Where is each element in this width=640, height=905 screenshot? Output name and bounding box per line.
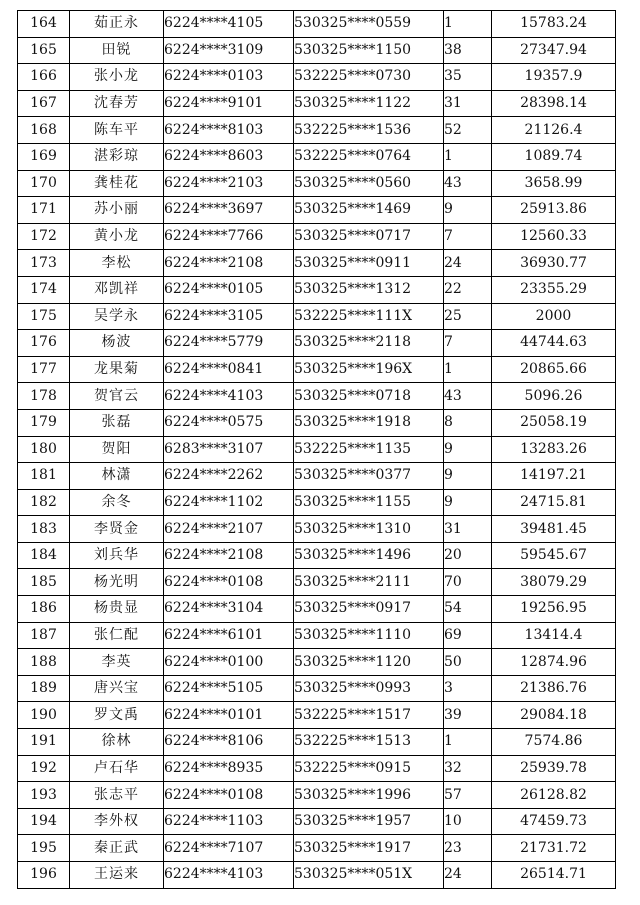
table-row: [18, 383, 616, 410]
name-cell: 贺阳: [70, 436, 164, 463]
name-cell: 秦正武: [70, 835, 164, 862]
bank-card-cell: 6224****2103: [164, 170, 294, 197]
row-number-cell: 167: [18, 90, 70, 117]
name-cell: 李贤金: [70, 516, 164, 543]
row-number-cell: 171: [18, 197, 70, 224]
row-number-cell: 177: [18, 356, 70, 383]
quantity-cell: 25: [444, 303, 492, 330]
row-number-cell: 181: [18, 463, 70, 490]
quantity-cell: 9: [444, 436, 492, 463]
table-row: [18, 303, 616, 330]
quantity-cell: 9: [444, 197, 492, 224]
amount-cell: 21731.72: [492, 835, 616, 862]
id-number-cell: 530325****0917: [294, 596, 444, 623]
row-number-cell: 170: [18, 170, 70, 197]
name-cell: 湛彩琼: [70, 143, 164, 170]
id-number-cell: 530325****0718: [294, 383, 444, 410]
table-row: [18, 90, 616, 117]
table-row: [18, 463, 616, 490]
table-row: [18, 649, 616, 676]
table-row: [18, 782, 616, 809]
name-cell: 李外权: [70, 808, 164, 835]
quantity-cell: 43: [444, 170, 492, 197]
id-number-cell: 530325****1310: [294, 516, 444, 543]
row-number-cell: 166: [18, 64, 70, 91]
bank-card-cell: 6224****0100: [164, 649, 294, 676]
bank-card-cell: 6224****0841: [164, 356, 294, 383]
id-number-cell: 530325****2118: [294, 330, 444, 357]
bank-card-cell: 6224****4103: [164, 383, 294, 410]
bank-card-cell: 6224****6101: [164, 622, 294, 649]
quantity-cell: 70: [444, 569, 492, 596]
amount-cell: 44744.63: [492, 330, 616, 357]
amount-cell: 21386.76: [492, 675, 616, 702]
bank-card-cell: 6224****2108: [164, 542, 294, 569]
id-number-cell: 530325****1110: [294, 622, 444, 649]
quantity-cell: 32: [444, 755, 492, 782]
amount-cell: 2000: [492, 303, 616, 330]
table-row: [18, 276, 616, 303]
quantity-cell: 50: [444, 649, 492, 676]
quantity-cell: 35: [444, 64, 492, 91]
amount-cell: 20865.66: [492, 356, 616, 383]
amount-cell: 21126.4: [492, 117, 616, 144]
amount-cell: 13283.26: [492, 436, 616, 463]
quantity-cell: 43: [444, 383, 492, 410]
quantity-cell: 9: [444, 463, 492, 490]
id-number-cell: 530325****1312: [294, 276, 444, 303]
quantity-cell: 31: [444, 516, 492, 543]
quantity-cell: 24: [444, 250, 492, 277]
table-row: [18, 170, 616, 197]
amount-cell: 12560.33: [492, 223, 616, 250]
quantity-cell: 1: [444, 11, 492, 38]
amount-cell: 19256.95: [492, 596, 616, 623]
table-row: [18, 197, 616, 224]
name-cell: 杨波: [70, 330, 164, 357]
bank-card-cell: 6224****5105: [164, 675, 294, 702]
name-cell: 杨光明: [70, 569, 164, 596]
amount-cell: 29084.18: [492, 702, 616, 729]
amount-cell: 27347.94: [492, 37, 616, 64]
id-number-cell: 532225****1135: [294, 436, 444, 463]
id-number-cell: 530325****1917: [294, 835, 444, 862]
bank-card-cell: 6224****4105: [164, 11, 294, 38]
name-cell: 李松: [70, 250, 164, 277]
table-row: [18, 37, 616, 64]
id-number-cell: 530325****196X: [294, 356, 444, 383]
quantity-cell: 69: [444, 622, 492, 649]
quantity-cell: 57: [444, 782, 492, 809]
id-number-cell: 532225****1517: [294, 702, 444, 729]
amount-cell: 24715.81: [492, 489, 616, 516]
name-cell: 余冬: [70, 489, 164, 516]
row-number-cell: 192: [18, 755, 70, 782]
table-row: [18, 862, 616, 889]
amount-cell: 5096.26: [492, 383, 616, 410]
bank-card-cell: 6224****0108: [164, 782, 294, 809]
amount-cell: 1089.74: [492, 143, 616, 170]
bank-card-cell: 6224****3104: [164, 596, 294, 623]
quantity-cell: 1: [444, 356, 492, 383]
quantity-cell: 54: [444, 596, 492, 623]
name-cell: 田锐: [70, 37, 164, 64]
bank-card-cell: 6224****3697: [164, 197, 294, 224]
id-number-cell: 530325****1122: [294, 90, 444, 117]
roster-table-body: [18, 11, 616, 889]
table-row: [18, 835, 616, 862]
quantity-cell: 24: [444, 862, 492, 889]
name-cell: 龙果菊: [70, 356, 164, 383]
quantity-cell: 39: [444, 702, 492, 729]
table-row: [18, 596, 616, 623]
id-number-cell: 530325****2111: [294, 569, 444, 596]
amount-cell: 12874.96: [492, 649, 616, 676]
row-number-cell: 169: [18, 143, 70, 170]
bank-card-cell: 6224****8103: [164, 117, 294, 144]
row-number-cell: 190: [18, 702, 70, 729]
name-cell: 茹正永: [70, 11, 164, 38]
id-number-cell: 530325****1496: [294, 542, 444, 569]
amount-cell: 39481.45: [492, 516, 616, 543]
bank-card-cell: 6224****0108: [164, 569, 294, 596]
bank-card-cell: 6224****8106: [164, 729, 294, 756]
name-cell: 陈车平: [70, 117, 164, 144]
name-cell: 刘兵华: [70, 542, 164, 569]
amount-cell: 23355.29: [492, 276, 616, 303]
bank-card-cell: 6224****2107: [164, 516, 294, 543]
id-number-cell: 530325****0993: [294, 675, 444, 702]
name-cell: 黄小龙: [70, 223, 164, 250]
name-cell: 张仁配: [70, 622, 164, 649]
row-number-cell: 187: [18, 622, 70, 649]
quantity-cell: 10: [444, 808, 492, 835]
amount-cell: 26514.71: [492, 862, 616, 889]
table-row: [18, 808, 616, 835]
row-number-cell: 172: [18, 223, 70, 250]
id-number-cell: 530325****0377: [294, 463, 444, 490]
table-row: [18, 675, 616, 702]
quantity-cell: 9: [444, 489, 492, 516]
quantity-cell: 31: [444, 90, 492, 117]
bank-card-cell: 6224****0103: [164, 64, 294, 91]
id-number-cell: 530325****0717: [294, 223, 444, 250]
bank-card-cell: 6224****7766: [164, 223, 294, 250]
id-number-cell: 530325****1957: [294, 808, 444, 835]
table-row: [18, 250, 616, 277]
id-number-cell: 530325****1918: [294, 409, 444, 436]
table-row: [18, 223, 616, 250]
amount-cell: 26128.82: [492, 782, 616, 809]
table-row: [18, 755, 616, 782]
quantity-cell: 38: [444, 37, 492, 64]
amount-cell: 25913.86: [492, 197, 616, 224]
quantity-cell: 23: [444, 835, 492, 862]
name-cell: 苏小丽: [70, 197, 164, 224]
id-number-cell: 532225****0764: [294, 143, 444, 170]
bank-card-cell: 6224****7107: [164, 835, 294, 862]
bank-card-cell: 6224****8603: [164, 143, 294, 170]
bank-card-cell: 6224****0575: [164, 409, 294, 436]
id-number-cell: 530325****0560: [294, 170, 444, 197]
bank-card-cell: 6224****3109: [164, 37, 294, 64]
quantity-cell: 52: [444, 117, 492, 144]
name-cell: 唐兴宝: [70, 675, 164, 702]
name-cell: 杨贵显: [70, 596, 164, 623]
name-cell: 林潇: [70, 463, 164, 490]
table-row: [18, 516, 616, 543]
amount-cell: 25058.19: [492, 409, 616, 436]
bank-card-cell: 6224****9101: [164, 90, 294, 117]
id-number-cell: 532225****0915: [294, 755, 444, 782]
name-cell: 张小龙: [70, 64, 164, 91]
table-row: [18, 622, 616, 649]
bank-card-cell: 6224****0105: [164, 276, 294, 303]
id-number-cell: 532225****1536: [294, 117, 444, 144]
bank-card-cell: 6283****3107: [164, 436, 294, 463]
row-number-cell: 185: [18, 569, 70, 596]
name-cell: 王运来: [70, 862, 164, 889]
row-number-cell: 196: [18, 862, 70, 889]
row-number-cell: 179: [18, 409, 70, 436]
row-number-cell: 180: [18, 436, 70, 463]
amount-cell: 47459.73: [492, 808, 616, 835]
id-number-cell: 530325****1469: [294, 197, 444, 224]
table-row: [18, 542, 616, 569]
table-row: [18, 409, 616, 436]
name-cell: 张志平: [70, 782, 164, 809]
quantity-cell: 3: [444, 675, 492, 702]
row-number-cell: 184: [18, 542, 70, 569]
amount-cell: 14197.21: [492, 463, 616, 490]
id-number-cell: 532225****0730: [294, 64, 444, 91]
id-number-cell: 530325****1155: [294, 489, 444, 516]
bank-card-cell: 6224****2108: [164, 250, 294, 277]
row-number-cell: 178: [18, 383, 70, 410]
amount-cell: 38079.29: [492, 569, 616, 596]
name-cell: 徐林: [70, 729, 164, 756]
amount-cell: 7574.86: [492, 729, 616, 756]
table-row: [18, 11, 616, 38]
quantity-cell: 7: [444, 330, 492, 357]
table-row: [18, 436, 616, 463]
name-cell: 沈春芳: [70, 90, 164, 117]
table-row: [18, 143, 616, 170]
quantity-cell: 7: [444, 223, 492, 250]
bank-card-cell: 6224****1103: [164, 808, 294, 835]
id-number-cell: 530325****1120: [294, 649, 444, 676]
row-number-cell: 164: [18, 11, 70, 38]
quantity-cell: 20: [444, 542, 492, 569]
row-number-cell: 182: [18, 489, 70, 516]
bank-card-cell: 6224****8935: [164, 755, 294, 782]
row-number-cell: 188: [18, 649, 70, 676]
row-number-cell: 174: [18, 276, 70, 303]
row-number-cell: 189: [18, 675, 70, 702]
name-cell: 李英: [70, 649, 164, 676]
id-number-cell: 532225****111X: [294, 303, 444, 330]
bank-card-cell: 6224****5779: [164, 330, 294, 357]
row-number-cell: 186: [18, 596, 70, 623]
id-number-cell: 530325****051X: [294, 862, 444, 889]
amount-cell: 59545.67: [492, 542, 616, 569]
row-number-cell: 173: [18, 250, 70, 277]
bank-card-cell: 6224****3105: [164, 303, 294, 330]
amount-cell: 15783.24: [492, 11, 616, 38]
id-number-cell: 530325****1996: [294, 782, 444, 809]
row-number-cell: 195: [18, 835, 70, 862]
table-row: [18, 117, 616, 144]
row-number-cell: 168: [18, 117, 70, 144]
table-row: [18, 356, 616, 383]
bank-card-cell: 6224****2262: [164, 463, 294, 490]
bank-card-cell: 6224****4103: [164, 862, 294, 889]
name-cell: 罗文禹: [70, 702, 164, 729]
quantity-cell: 1: [444, 143, 492, 170]
bank-card-cell: 6224****0101: [164, 702, 294, 729]
table-row: [18, 702, 616, 729]
row-number-cell: 194: [18, 808, 70, 835]
row-number-cell: 183: [18, 516, 70, 543]
amount-cell: 19357.9: [492, 64, 616, 91]
name-cell: 邓凯祥: [70, 276, 164, 303]
row-number-cell: 176: [18, 330, 70, 357]
row-number-cell: 193: [18, 782, 70, 809]
row-number-cell: 191: [18, 729, 70, 756]
quantity-cell: 1: [444, 729, 492, 756]
table-row: [18, 330, 616, 357]
roster-table: [17, 10, 616, 889]
name-cell: 张磊: [70, 409, 164, 436]
table-row: [18, 489, 616, 516]
id-number-cell: 530325****0911: [294, 250, 444, 277]
amount-cell: 36930.77: [492, 250, 616, 277]
amount-cell: 13414.4: [492, 622, 616, 649]
table-row: [18, 569, 616, 596]
row-number-cell: 175: [18, 303, 70, 330]
amount-cell: 28398.14: [492, 90, 616, 117]
name-cell: 龚桂花: [70, 170, 164, 197]
quantity-cell: 8: [444, 409, 492, 436]
bank-card-cell: 6224****1102: [164, 489, 294, 516]
quantity-cell: 22: [444, 276, 492, 303]
amount-cell: 3658.99: [492, 170, 616, 197]
amount-cell: 25939.78: [492, 755, 616, 782]
name-cell: 贺官云: [70, 383, 164, 410]
id-number-cell: 532225****1513: [294, 729, 444, 756]
id-number-cell: 530325****0559: [294, 11, 444, 38]
row-number-cell: 165: [18, 37, 70, 64]
table-row: [18, 64, 616, 91]
id-number-cell: 530325****1150: [294, 37, 444, 64]
table-row: [18, 729, 616, 756]
name-cell: 吴学永: [70, 303, 164, 330]
name-cell: 卢石华: [70, 755, 164, 782]
